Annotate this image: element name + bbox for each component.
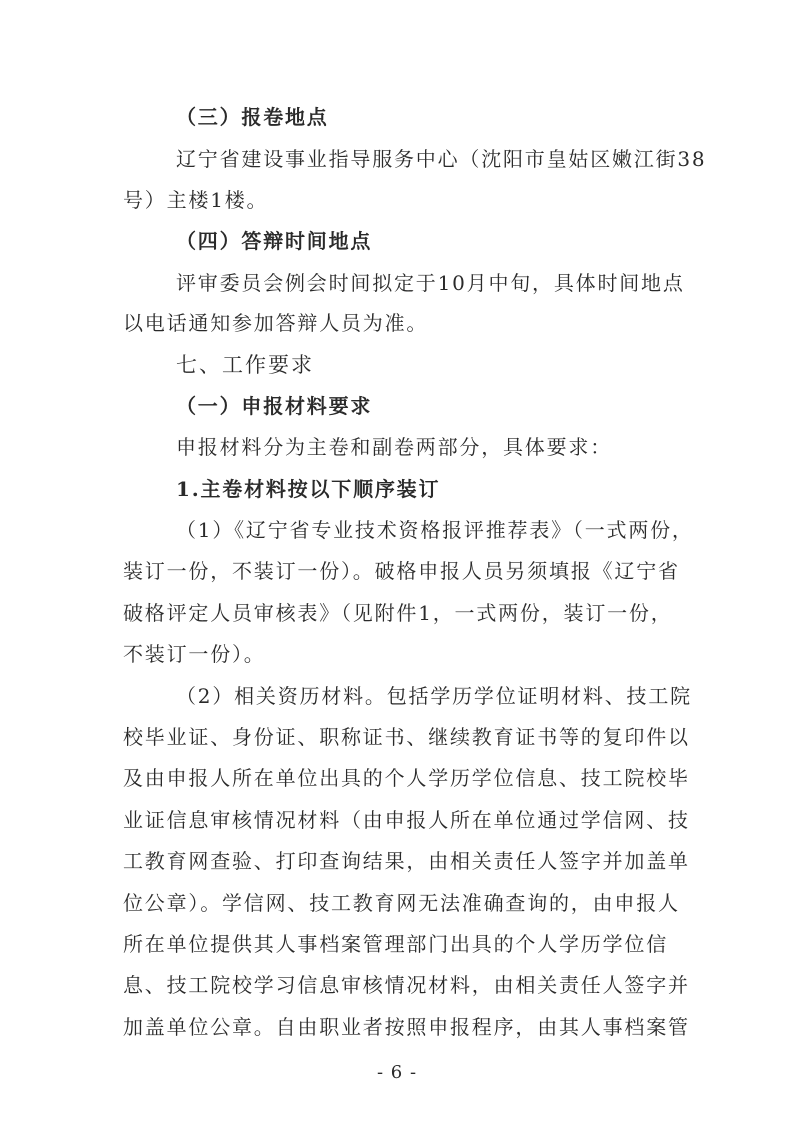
page-number: - 6 - bbox=[376, 1062, 418, 1083]
item-2-paragraph-line: 业证信息审核情况材料（由申报人所在单位通过学信网、技 bbox=[123, 808, 690, 832]
item-2-paragraph-line: 加盖单位公章。自由职业者按照申报程序，由其人事档案管 bbox=[123, 1015, 690, 1039]
section-3-line-2: 号）主楼1楼。 bbox=[123, 188, 269, 212]
item-2-paragraph-line: 所在单位提供其人事档案管理部门出具的个人学历学位信 bbox=[123, 932, 668, 956]
materials-intro: 申报材料分为主卷和副卷两部分，具体要求： bbox=[176, 435, 612, 459]
item-2-paragraph-line: 息、技工院校学习信息审核情况材料，由相关责任人签字并 bbox=[123, 973, 690, 997]
section-3-heading: （三）报卷地点 bbox=[176, 105, 329, 129]
section-4-line-2: 以电话通知参加答辩人员为准。 bbox=[123, 311, 429, 335]
section-7-heading: 七、工作要求 bbox=[176, 353, 314, 377]
item-1-paragraph-line: （1）《辽宁省专业技术资格报评推荐表》（一式两份， bbox=[176, 518, 694, 542]
item-2-paragraph-line: 校毕业证、身份证、职称证书、继续教育证书等的复印件以 bbox=[123, 725, 690, 749]
section-3-line-1: 辽宁省建设事业指导服务中心（沈阳市皇姑区嫩江街38 bbox=[176, 147, 707, 171]
subsection-1-heading: （一）申报材料要求 bbox=[176, 394, 373, 418]
item-1-paragraph-line: 不装订一份）。 bbox=[123, 642, 266, 666]
item-1-paragraph-line: 装订一份，不装订一份）。破格申报人员另须填报《辽宁省 bbox=[123, 559, 680, 583]
section-4-line-1: 评审委员会例会时间拟定于10月中旬，具体时间地点 bbox=[176, 271, 685, 295]
item-2-paragraph-line: （2）相关资历材料。包括学历学位证明材料、技工院 bbox=[176, 684, 692, 708]
section-4-heading: （四）答辩时间地点 bbox=[176, 229, 373, 253]
item-2-paragraph-line: 及由申报人所在单位出具的个人学历学位信息、技工院校毕 bbox=[123, 766, 690, 790]
item-1-heading: 1.主卷材料按以下顺序装订 bbox=[176, 477, 441, 501]
item-2-paragraph-line: 位公章）。学信网、技工教育网无法准确查询的，由申报人 bbox=[123, 891, 680, 915]
item-2-paragraph-line: 工教育网查验、打印查询结果，由相关责任人签字并加盖单 bbox=[123, 849, 690, 873]
item-1-paragraph-line: 破格评定人员审核表》（见附件1，一式两份，装订一份， bbox=[123, 601, 673, 625]
